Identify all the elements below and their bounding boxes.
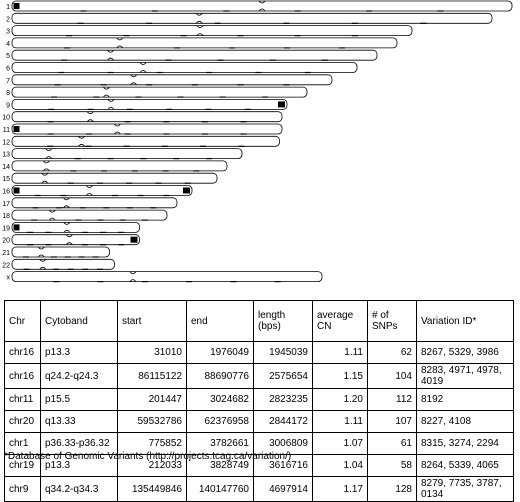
table-cell: chr16 [5,342,41,364]
centromere-gap [261,4,262,8]
table-cell: 112 [368,389,417,411]
column-header: Cytoband [41,301,118,342]
chromosome-body [12,272,322,282]
column-header: Variation ID* [417,301,514,342]
table-row [5,477,514,502]
table-cell: 62 [368,342,417,364]
table-row [5,342,514,364]
chromosome-label: 17 [2,200,10,208]
table-row [5,364,514,389]
chromosome-body [12,75,332,85]
table-cell: q34.2-q34.3 [41,477,118,502]
table-row [5,389,514,411]
table-cell: 8267, 5329, 3986 [417,342,514,364]
chromosome-body [12,124,282,134]
cnv-marker [14,126,20,132]
cnv-marker [14,188,20,194]
table-cell: chr20 [5,411,41,433]
table-cell: q24.2-q24.3 [41,364,118,389]
chromosome-body [12,222,140,232]
chromosome-body [12,63,357,73]
table-cell: 62376958 [187,411,254,433]
table-cell: 61 [368,433,417,455]
table-cell: 1.07 [313,433,368,455]
chromosome-label: 14 [2,163,10,171]
table-cell: 104 [368,364,417,389]
centromere-gap [199,29,200,33]
table-cell: 8279, 7735, 3787, 0134 [417,477,514,502]
chromosome-label: 13 [2,151,10,159]
table-cell: 3024682 [187,389,254,411]
chromosome-label: 4 [6,40,10,48]
cnv-marker [14,3,20,9]
table-cell: p13.3 [41,342,118,364]
table-cell: 3782661 [187,433,254,455]
centromere-gap [44,176,45,180]
chromosome-label: 5 [6,53,10,61]
chromosome-label: 10 [2,114,10,122]
centromere-gap [81,139,82,143]
chromosome-label: 9 [6,102,10,110]
table-cell: chr9 [5,477,41,502]
centromere-gap [117,127,118,131]
table-cell: 1.11 [313,411,368,433]
centromere-gap [110,102,111,106]
table-row [5,411,514,433]
table-body [5,342,514,502]
chromosome-body [12,198,177,208]
chromosome-label: 11 [2,127,10,134]
chromosome-body [12,235,140,245]
centromere-gap [69,238,70,242]
table-cell: 58 [368,455,417,477]
table-cell: 8192 [417,389,514,411]
chromosome-label: 7 [6,77,10,85]
table-cell: 2575654 [254,364,313,389]
chromosome-label: 16 [2,188,10,196]
table-cell: 1976049 [187,342,254,364]
table-cell: 4697914 [254,477,313,502]
chromosome-label: 1 [6,4,10,11]
column-header: length (bps) [254,301,313,342]
chromosome-body [12,38,397,48]
centromere-gap [106,90,107,94]
chromosome-label: 15 [2,176,10,184]
cnv-marker [131,237,138,243]
table-cell: 140147760 [187,477,254,502]
table-cell: 31010 [118,342,187,364]
chromosome-label: 6 [6,65,10,73]
table-cell: 212033 [118,455,187,477]
table-cell: 107 [368,411,417,433]
table-cell: chr1 [5,433,41,455]
chromosome-body [12,50,377,60]
table-cell: 1.17 [313,477,368,502]
centromere-gap [66,225,67,229]
table-cell: 8264, 5339, 4065 [417,455,514,477]
cnv-table [4,300,514,502]
column-header: average CN [313,301,368,342]
table-cell: 3616716 [254,455,313,477]
footnote: *Database of Genomic Variants (http://projects.tcag.ca/variation/) [4,451,292,462]
centromere-gap [46,164,47,168]
table-cell: chr16 [5,364,41,389]
table-cell: 8315, 3274, 2294 [417,433,514,455]
chromosome-body [12,186,192,196]
table-cell: 201447 [118,389,187,411]
chromosome-body [12,210,167,220]
centromere-gap [52,213,53,217]
table-cell: 775852 [118,433,187,455]
centromere-gap [110,53,111,57]
chromosome-body [12,149,242,159]
table-cell: 1.15 [313,364,368,389]
chromosome-body [12,247,110,257]
table-cell: 86115122 [118,364,187,389]
table-cell: p15.5 [41,389,118,411]
chromosome-body [12,26,412,36]
centromere-gap [41,250,42,254]
chromosome-body [12,259,115,269]
centromere-gap [48,152,49,156]
cnv-marker [183,188,190,194]
chromosome-label: 8 [6,90,10,98]
table-cell: 1945039 [254,342,313,364]
column-header: end [187,301,254,342]
table-cell: 1.11 [313,342,368,364]
table-cell: chr11 [5,389,41,411]
column-header: # of SNPs [368,301,417,342]
chromosome-body [12,136,280,146]
table-cell: p36.33-p36.32 [41,433,118,455]
table-cell: 8283, 4971, 4978, 4019 [417,364,514,389]
centromere-gap [90,115,91,119]
table-cell: p13.3 [41,455,118,477]
chromosome-body [12,99,287,109]
chromosome-body [12,87,307,97]
table-header-row [5,301,514,342]
centromere-gap [133,78,134,82]
centromere-gap [89,189,90,193]
centromere-gap [42,262,43,266]
table-cell: 128 [368,477,417,502]
chromosome-label: 22 [2,262,10,270]
cnv-marker [14,224,20,230]
table-cell: chr19 [5,455,41,477]
chromosome-label: 18 [2,213,10,221]
table-cell: 8227, 4108 [417,411,514,433]
chromosome-body [12,13,492,23]
table-cell: 135449846 [118,477,187,502]
table-cell: 3006809 [254,433,313,455]
centromere-gap [143,66,144,70]
table-cell: 3828749 [187,455,254,477]
column-header: Chr [5,301,41,342]
table-cell: 2823235 [254,389,313,411]
cnv-marker [278,101,285,107]
table-cell: 59532786 [118,411,187,433]
chromosome-label: 12 [2,139,10,147]
table-cell: 88690776 [187,364,254,389]
chromosome-label: 3 [6,28,10,36]
centromere-gap [132,275,133,279]
chromosome-label: 21 [2,250,10,257]
chromosome-label: x [6,274,10,282]
column-header: start [118,301,187,342]
table-cell: q13.33 [41,411,118,433]
centromere-gap [119,41,120,45]
chromosome-body [12,112,282,122]
table-cell: 1.04 [313,455,368,477]
centromere-gap [199,16,200,20]
chromosome-label: 19 [2,225,10,233]
chromosome-label: 20 [2,237,10,245]
table-cell: 2844172 [254,411,313,433]
centromere-gap [66,201,67,205]
table-cell: 1.20 [313,389,368,411]
chromosome-label: 2 [6,16,10,24]
